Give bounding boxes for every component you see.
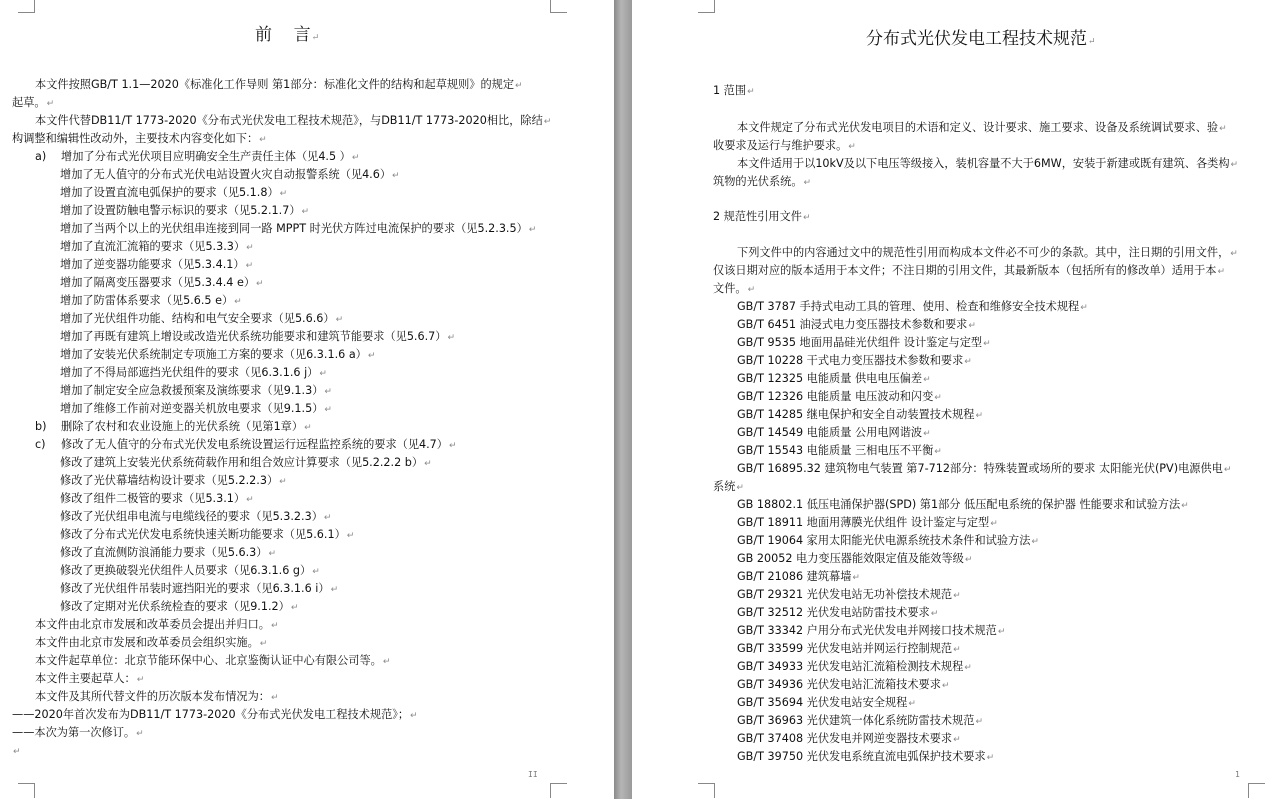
text-line[interactable] <box>737 516 998 531</box>
paragraph-mark-icon: ↵ <box>908 699 916 709</box>
page-number: II <box>528 770 538 779</box>
line-text: 本文件由北京市发展和改革委员会提出并归口。 <box>35 618 270 631</box>
line-text: GB/T 34933 光伏发电站汇流箱检测技术规程 <box>737 660 964 673</box>
paragraph-mark-icon: ↵ <box>1080 303 1088 313</box>
text-line[interactable] <box>60 186 287 201</box>
text-line[interactable] <box>60 510 331 525</box>
text-line[interactable] <box>12 744 21 759</box>
line-text: 增加了再既有建筑上增设或改造光伏系统功能要求和建筑节能要求（见5.6.7） <box>60 330 447 343</box>
paragraph-mark-icon: ↵ <box>975 411 984 421</box>
paragraph-mark-icon: ↵ <box>245 261 254 271</box>
text-line[interactable] <box>60 474 287 489</box>
line-text: GB/T 15543 电能质量 三相电压不平衡 <box>737 444 934 457</box>
text-line[interactable] <box>713 139 856 154</box>
text-line[interactable] <box>35 114 551 129</box>
text-line[interactable] <box>60 168 400 183</box>
line-text: 系统 <box>713 480 736 493</box>
line-text: 修改了定期对光伏系统检查的要求（见9.1.2） <box>60 600 290 613</box>
line-text: 增加了当两个以上的光伏组串连接到同一路 MPPT 时光伏方阵过电流保护的要求（见5.2.3.5） <box>60 222 528 235</box>
text-line[interactable] <box>35 420 312 435</box>
text-line[interactable] <box>60 312 343 327</box>
paragraph-mark-icon: ↵ <box>268 549 277 559</box>
line-text: GB/T 39750 光伏发电系统直流电弧保护技术要求 <box>737 750 986 763</box>
text-line[interactable] <box>737 318 976 333</box>
line-text: GB/T 35694 光伏发电站安全规程 <box>737 696 908 709</box>
text-line[interactable] <box>737 570 860 585</box>
text-line[interactable] <box>35 438 457 453</box>
text-line[interactable] <box>737 696 916 711</box>
paragraph-mark-icon: ↵ <box>941 681 950 691</box>
text-line[interactable] <box>60 528 354 543</box>
paragraph-mark-icon: ↵ <box>983 339 991 349</box>
text-line[interactable] <box>713 264 1225 279</box>
line-text: 1 范围 <box>713 84 747 97</box>
line-text: GB/T 32512 光伏发电站防雷技术要求 <box>737 606 930 619</box>
paragraph-mark-icon: ↵ <box>1031 537 1039 547</box>
text-line[interactable] <box>60 384 332 399</box>
text-line[interactable] <box>737 660 972 675</box>
line-text: GB/T 21086 建筑幕墙 <box>737 570 852 583</box>
line-text: 增加了分布式光伏项目应明确安全生产责任主体（见4.5 ） <box>61 150 351 163</box>
paragraph-mark-icon: ↵ <box>923 375 931 385</box>
line-text: 修改了光伏组串电流与电缆线径的要求（见5.3.2.3） <box>60 510 323 523</box>
line-text: 下列文件中的内容通过文中的规范性引用而构成本文件必不可少的条款。其中，注日期的引用文件， <box>737 246 1230 259</box>
text-line[interactable] <box>60 402 332 417</box>
paragraph-mark-icon: ↵ <box>953 645 961 655</box>
preface-title[interactable]: 前 言↵ <box>255 25 320 45</box>
line-text: 修改了光伏幕墙结构设计要求（见5.2.2.3） <box>60 474 279 487</box>
text-line[interactable] <box>60 276 264 291</box>
paragraph-mark-icon: ↵ <box>136 675 145 685</box>
line-text: 修改了组件二极管的要求（见5.3.1） <box>60 492 246 505</box>
paragraph-mark-icon: ↵ <box>986 753 995 763</box>
paragraph-mark-icon: ↵ <box>312 567 320 577</box>
paragraph-mark-icon: ↵ <box>324 387 332 397</box>
paragraph-mark-icon: ↵ <box>1230 249 1238 259</box>
line-text: 收要求及运行与维护要求。 <box>713 139 848 152</box>
text-line[interactable] <box>12 132 267 147</box>
line-text: 本文件由北京市发展和改革委员会组织实施。 <box>35 636 259 649</box>
text-line[interactable] <box>737 157 1238 172</box>
page-gap-divider <box>614 0 632 799</box>
line-text: 删除了农村和农业设施上的光伏系统（见第1章） <box>61 420 304 433</box>
text-line[interactable] <box>35 654 390 669</box>
paragraph-mark-icon: ↵ <box>323 513 332 523</box>
line-text: 本文件主要起草人： <box>35 672 136 685</box>
line-text: 2 规范性引用文件 <box>713 210 802 223</box>
text-line[interactable] <box>60 222 536 237</box>
text-line[interactable] <box>35 150 359 165</box>
text-line[interactable] <box>60 366 327 381</box>
text-line[interactable] <box>737 300 1088 315</box>
text-line[interactable] <box>737 624 1005 639</box>
text-line[interactable] <box>60 600 298 615</box>
paragraph-mark-icon: ↵ <box>964 555 973 565</box>
text-line[interactable] <box>60 330 455 345</box>
line-text: 修改了直流侧防浪涌能力要求（见5.6.3） <box>60 546 268 559</box>
text-line[interactable] <box>60 564 320 579</box>
line-text: GB/T 14285 继电保护和安全自动装置技术规程 <box>737 408 975 421</box>
margin-corner-mark <box>18 783 35 798</box>
line-text: 本文件及其所代替文件的历次版本发布情况为： <box>35 690 270 703</box>
line-text: 筑物的光伏系统。 <box>713 175 803 188</box>
line-text: GB/T 10228 干式电力变压器技术参数和要求 <box>737 354 964 367</box>
paragraph-mark-icon: ↵ <box>270 693 279 703</box>
line-text: GB/T 34936 光伏发电站汇流箱技术要求 <box>737 678 941 691</box>
text-line[interactable] <box>737 732 961 747</box>
text-line[interactable] <box>60 348 375 363</box>
line-text: GB/T 29321 光伏发电站无功补偿技术规范 <box>737 588 953 601</box>
line-text: 增加了设置直流电弧保护的要求（见5.1.8） <box>60 186 279 199</box>
text-line[interactable] <box>737 498 1189 513</box>
line-text: 增加了防雷体系要求（见5.6.5 e） <box>60 294 234 307</box>
text-line[interactable] <box>60 492 254 507</box>
paragraph-mark-icon: ↵ <box>301 207 310 217</box>
line-text: ——2020年首次发布为DB11/T 1773-2020《分布式光伏发电工程技术规范》； <box>12 708 410 721</box>
line-text: GB/T 19064 家用太阳能光伏电源系统技术条件和试验方法 <box>737 534 1031 547</box>
paragraph-mark-icon: ↵ <box>259 639 268 649</box>
text-line[interactable] <box>737 678 949 693</box>
text-line[interactable] <box>737 642 961 657</box>
text-line[interactable] <box>60 582 338 597</box>
paragraph-mark-icon: ↵ <box>934 447 942 457</box>
paragraph-mark-icon: ↵ <box>46 99 55 109</box>
paragraph-mark-icon: ↵ <box>1219 124 1227 134</box>
text-line[interactable] <box>713 282 755 297</box>
text-line[interactable] <box>60 240 254 255</box>
text-line[interactable] <box>713 480 744 495</box>
paragraph-mark-icon: ↵ <box>803 213 811 223</box>
line-text: 本文件规定了分布式光伏发电项目的术语和定义、设计要求、施工要求、设备及系统调试要求、验 <box>737 121 1219 134</box>
paragraph-mark-icon: ↵ <box>259 135 267 145</box>
paragraph-mark-icon: ↵ <box>447 333 456 343</box>
paragraph-mark-icon: ↵ <box>930 609 939 619</box>
text-line[interactable] <box>737 408 983 423</box>
paragraph-mark-icon: ↵ <box>367 351 376 361</box>
margin-corner-mark <box>698 783 715 798</box>
paragraph-mark-icon: ↵ <box>1088 37 1096 47</box>
paragraph-mark-icon: ↵ <box>852 573 860 583</box>
text-line[interactable] <box>737 426 931 441</box>
text-line[interactable] <box>60 546 276 561</box>
paragraph-mark-icon: ↵ <box>256 279 264 289</box>
text-line[interactable] <box>737 750 994 765</box>
line-text: 本文件适用于以10kV及以下电压等级接入，装机容量不大于6MW，安装于新建或既有建筑、各类构 <box>737 157 1230 170</box>
paragraph-mark-icon: ↵ <box>543 117 552 127</box>
paragraph-mark-icon: ↵ <box>424 459 432 469</box>
text-line[interactable] <box>737 336 991 351</box>
list-label: a) <box>35 150 47 163</box>
paragraph-mark-icon: ↵ <box>736 483 744 493</box>
line-text: GB/T 18911 地面用薄膜光伏组件 设计鉴定与定型 <box>737 516 990 529</box>
paragraph-mark-icon: ↵ <box>410 711 418 721</box>
line-text: 增加了逆变器功能要求（见5.3.4.1） <box>60 258 245 271</box>
line-text: 修改了光伏组件吊装时遮挡阳光的要求（见6.3.1.6 i） <box>60 582 330 595</box>
line-text: 本文件按照GB/T 1.1—2020《标准化工作导则 第1部分：标准化文件的结构和起草规则》的规定 <box>35 78 515 91</box>
paragraph-mark-icon: ↵ <box>304 423 312 433</box>
margin-corner-mark <box>1248 783 1265 798</box>
line-text: 文件。 <box>713 282 747 295</box>
paragraph-mark-icon: ↵ <box>346 531 355 541</box>
paragraph-mark-icon: ↵ <box>975 717 984 727</box>
paragraph-mark-icon: ↵ <box>13 747 21 757</box>
line-text: 修改了分布式光伏发电系统快速关断功能要求（见5.6.1） <box>60 528 346 541</box>
text-line[interactable] <box>713 175 811 190</box>
text-line[interactable] <box>737 372 931 387</box>
text-line[interactable] <box>12 726 144 741</box>
standard-title[interactable]: 分布式光伏发电工程技术规范↵ <box>866 29 1096 49</box>
paragraph-mark-icon: ↵ <box>747 285 756 295</box>
text-line[interactable] <box>35 690 279 705</box>
paragraph-mark-icon: ↵ <box>953 735 961 745</box>
line-text: GB/T 6451 油浸式电力变压器技术参数和要求 <box>737 318 968 331</box>
line-text: 增加了维修工作前对逆变器关机放电要求（见9.1.5） <box>60 402 324 415</box>
paragraph-mark-icon: ↵ <box>1223 465 1232 475</box>
text-line[interactable] <box>60 294 242 309</box>
paragraph-mark-icon: ↵ <box>330 585 339 595</box>
document-page-right <box>632 0 1283 799</box>
paragraph-mark-icon: ↵ <box>392 171 400 181</box>
paragraph-mark-icon: ↵ <box>515 81 523 91</box>
line-text: 增加了安装光伏系统制定专项施工方案的要求（见6.3.1.6 a） <box>60 348 367 361</box>
text-line[interactable] <box>737 606 938 621</box>
text-line[interactable] <box>35 672 144 687</box>
paragraph-mark-icon: ↵ <box>311 33 320 43</box>
paragraph-mark-icon: ↵ <box>448 441 457 451</box>
text-line[interactable] <box>35 618 279 633</box>
paragraph-mark-icon: ↵ <box>324 405 332 415</box>
text-line[interactable] <box>737 714 983 729</box>
line-text: GB 20052 电力变压器能效限定值及能效等级 <box>737 552 964 565</box>
text-line[interactable] <box>737 552 972 567</box>
text-line[interactable] <box>737 246 1238 261</box>
paragraph-mark-icon: ↵ <box>234 297 242 307</box>
line-text: 起草。 <box>12 96 46 109</box>
line-text: 增加了制定安全应急救援预案及演练要求（见9.1.3） <box>60 384 324 397</box>
line-text: GB/T 36963 光伏建筑一体化系统防雷技术规范 <box>737 714 975 727</box>
paragraph-mark-icon: ↵ <box>351 153 360 163</box>
paragraph-mark-icon: ↵ <box>934 393 942 403</box>
paragraph-mark-icon: ↵ <box>270 621 279 631</box>
paragraph-mark-icon: ↵ <box>923 429 931 439</box>
text-line[interactable] <box>737 444 942 459</box>
line-text: 本文件起草单位：北京节能环保中心、北京鉴衡认证中心有限公司等。 <box>35 654 382 667</box>
paragraph-mark-icon: ↵ <box>990 519 998 529</box>
line-text: 仅该日期对应的版本适用于本文件；不注日期的引用文件，其最新版本（包括所有的修改单）适用于本 <box>713 264 1217 277</box>
text-line[interactable] <box>60 204 309 219</box>
text-line[interactable] <box>737 462 1231 477</box>
paragraph-mark-icon: ↵ <box>1230 160 1239 170</box>
line-text: 增加了设置防触电警示标识的要求（见5.2.1.7） <box>60 204 301 217</box>
paragraph-mark-icon: ↵ <box>290 603 299 613</box>
paragraph-mark-icon: ↵ <box>968 321 976 331</box>
text-line[interactable] <box>713 210 811 225</box>
line-text: GB/T 33342 户用分布式光伏发电并网接口技术规范 <box>737 624 997 637</box>
list-label: c) <box>35 438 46 451</box>
text-line[interactable] <box>737 390 942 405</box>
line-text: 构调整和编辑性改动外，主要技术内容变化如下： <box>12 132 259 145</box>
line-text: 修改了更换破裂光伏组件人员要求（见6.3.1.6 g） <box>60 564 312 577</box>
paragraph-mark-icon: ↵ <box>848 142 856 152</box>
margin-corner-mark <box>18 0 35 13</box>
paragraph-mark-icon: ↵ <box>953 591 961 601</box>
line-text: 修改了建筑上安装光伏系统荷载作用和组合效应计算要求（见5.2.2.2 b） <box>60 456 424 469</box>
paragraph-mark-icon: ↵ <box>803 178 812 188</box>
line-text: 增加了无人值守的分布式光伏电站设置火灾自动报警系统（见4.6） <box>60 168 392 181</box>
paragraph-mark-icon: ↵ <box>319 369 327 379</box>
line-text: GB/T 37408 光伏发电并网逆变器技术要求 <box>737 732 953 745</box>
line-text: 增加了不得局部遮挡光伏组件的要求（见6.3.1.6 j） <box>60 366 319 379</box>
text-line[interactable] <box>35 636 267 651</box>
line-text: ——本次为第一次修订。 <box>12 726 136 739</box>
paragraph-mark-icon: ↵ <box>279 189 288 199</box>
paragraph-mark-icon: ↵ <box>1181 501 1189 511</box>
line-text: GB 18802.1 低压电涌保护器(SPD) 第1部分 低压配电系统的保护器 性能要求和试验方法 <box>737 498 1181 511</box>
paragraph-mark-icon: ↵ <box>528 225 537 235</box>
text-line[interactable] <box>12 96 54 111</box>
document-page-left <box>0 0 614 799</box>
text-line[interactable] <box>35 78 523 93</box>
line-text: GB/T 12326 电能质量 电压波动和闪变 <box>737 390 934 403</box>
paragraph-mark-icon: ↵ <box>335 315 344 325</box>
paragraph-mark-icon: ↵ <box>964 357 972 367</box>
line-text: GB/T 9535 地面用晶硅光伏组件 设计鉴定与定型 <box>737 336 983 349</box>
paragraph-mark-icon: ↵ <box>997 627 1006 637</box>
paragraph-mark-icon: ↵ <box>1217 267 1225 277</box>
text-line[interactable] <box>60 258 253 273</box>
line-text: GB/T 3787 手持式电动工具的管理、使用、检查和维修安全技术规程 <box>737 300 1080 313</box>
paragraph-mark-icon: ↵ <box>382 657 391 667</box>
line-text: 本文件代替DB11/T 1773-2020《分布式光伏发电工程技术规范》，与DB11/T 1773-2020相比，除结 <box>35 114 543 127</box>
page-number: 1 <box>1235 770 1240 779</box>
paragraph-mark-icon: ↵ <box>246 243 254 253</box>
line-text: GB/T 33599 光伏发电站并网运行控制规范 <box>737 642 953 655</box>
text-line[interactable] <box>60 456 432 471</box>
text-line[interactable] <box>713 84 755 99</box>
line-text: 增加了直流汇流箱的要求（见5.3.3） <box>60 240 246 253</box>
paragraph-mark-icon: ↵ <box>136 729 144 739</box>
margin-corner-mark <box>550 0 567 13</box>
line-text: GB/T 16895.32 建筑物电气装置 第7-712部分：特殊装置或场所的要求 太阳能光伏(PV)电源供电 <box>737 462 1223 475</box>
margin-corner-mark <box>550 783 567 798</box>
margin-corner-mark <box>698 0 715 13</box>
line-text: 修改了无人值守的分布式光伏发电系统设置运行远程监控系统的要求（见4.7） <box>61 438 448 451</box>
list-label: b) <box>35 420 47 433</box>
text-line[interactable] <box>737 354 972 369</box>
paragraph-mark-icon: ↵ <box>246 495 254 505</box>
paragraph-mark-icon: ↵ <box>964 663 972 673</box>
text-line[interactable] <box>737 121 1227 136</box>
line-text: GB/T 12325 电能质量 供电电压偏差 <box>737 372 923 385</box>
paragraph-mark-icon: ↵ <box>747 87 755 97</box>
line-text: 增加了隔离变压器要求（见5.3.4.4 e） <box>60 276 256 289</box>
line-text: 增加了光伏组件功能、结构和电气安全要求（见5.6.6） <box>60 312 335 325</box>
text-line[interactable] <box>737 588 961 603</box>
text-line[interactable] <box>737 534 1039 549</box>
text-line[interactable] <box>12 708 418 723</box>
paragraph-mark-icon: ↵ <box>279 477 287 487</box>
line-text: GB/T 14549 电能质量 公用电网谐波 <box>737 426 923 439</box>
